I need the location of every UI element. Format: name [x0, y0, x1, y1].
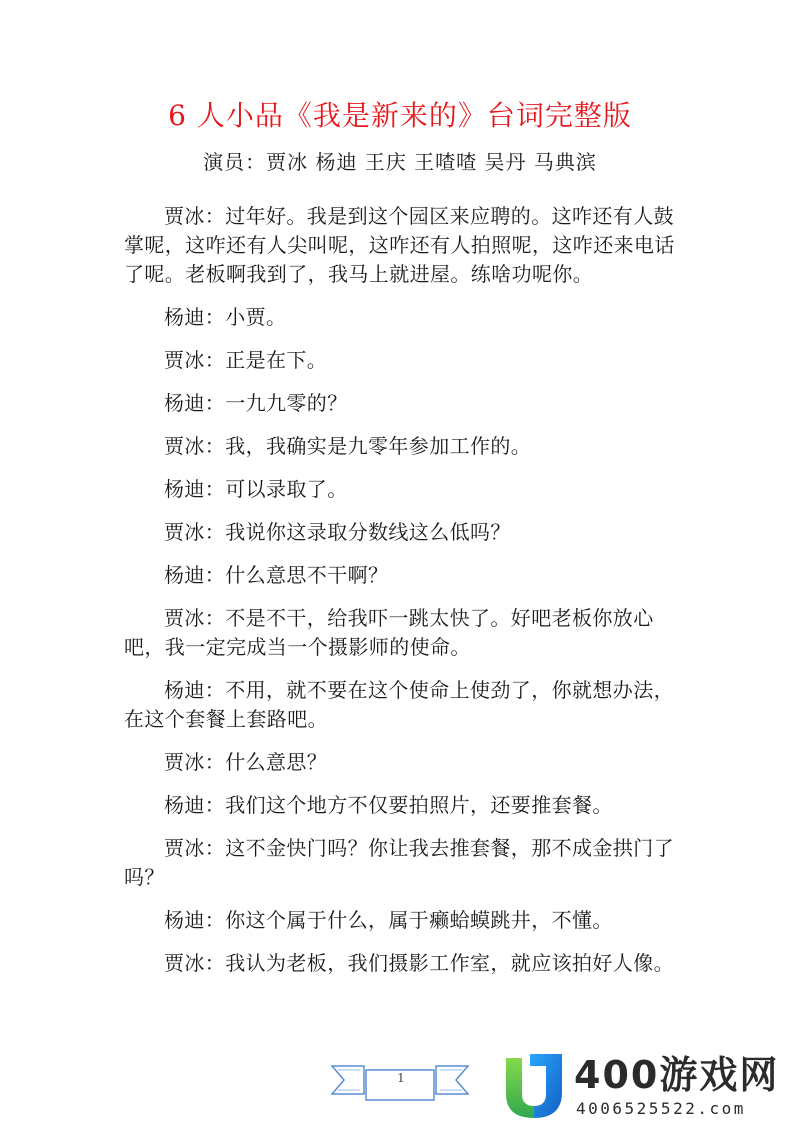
- dialogue-line: 贾冰：正是在下。: [164, 348, 328, 372]
- watermark-logo-icon: [500, 1052, 566, 1122]
- page-number: 1: [397, 1071, 405, 1085]
- dialogue-line: 杨迪：小贾。: [164, 305, 287, 329]
- dialogue-line: 贾冰：我，我确实是九零年参加工作的。: [164, 434, 532, 458]
- dialogue-line: 贾冰：我认为老板，我们摄影工作室，就应该拍好人像。: [164, 951, 674, 975]
- dialogue-line: 贾冰：这不金快门吗？你让我去推套餐，那不成金拱门了吗？: [124, 836, 674, 889]
- dialogue-line: 贾冰：过年好。我是到这个园区来应聘的。这咋还有人鼓掌呢，这咋还有人尖叫呢，这咋还有人拍照呢，这咋还来电话了呢。老板啊我到了，我马上就进屋。练啥功呢你。: [124, 204, 675, 286]
- watermark-url: 4006525522.com: [576, 1099, 746, 1118]
- dialogue-line: 杨迪：我们这个地方不仅要拍照片，还要推套餐。: [164, 793, 613, 817]
- document-title: 6 人小品《我是新来的》台词完整版: [168, 99, 632, 132]
- watermark-name: 400游戏网: [574, 1053, 780, 1097]
- dialogue-line: 贾冰：什么意思？: [164, 750, 328, 774]
- dialogue-line: 杨迪：你这个属于什么，属于癞蛤蟆跳井，不懂。: [164, 908, 613, 932]
- cast-list: 演员：贾冰 杨迪 王庆 王喳喳 吴丹 马典滨: [203, 150, 597, 174]
- dialogue-line: 杨迪：什么意思不干啊？: [164, 563, 389, 587]
- dialogue-line: 杨迪：可以录取了。: [164, 477, 348, 501]
- script-body: [124, 202, 680, 992]
- dialogue-line: 杨迪：一九九零的？: [164, 391, 348, 415]
- dialogue-line: 贾冰：我说你这录取分数线这么低吗？: [164, 520, 511, 544]
- dialogue-line: 贾冰：不是不干，给我吓一跳太快了。好吧老板你放心吧，我一定完成当一个摄影师的使命。: [124, 606, 654, 659]
- dialogue-line: 杨迪：不用，就不要在这个使命上使劲了，你就想办法，在这个套餐上套路吧。: [124, 678, 674, 731]
